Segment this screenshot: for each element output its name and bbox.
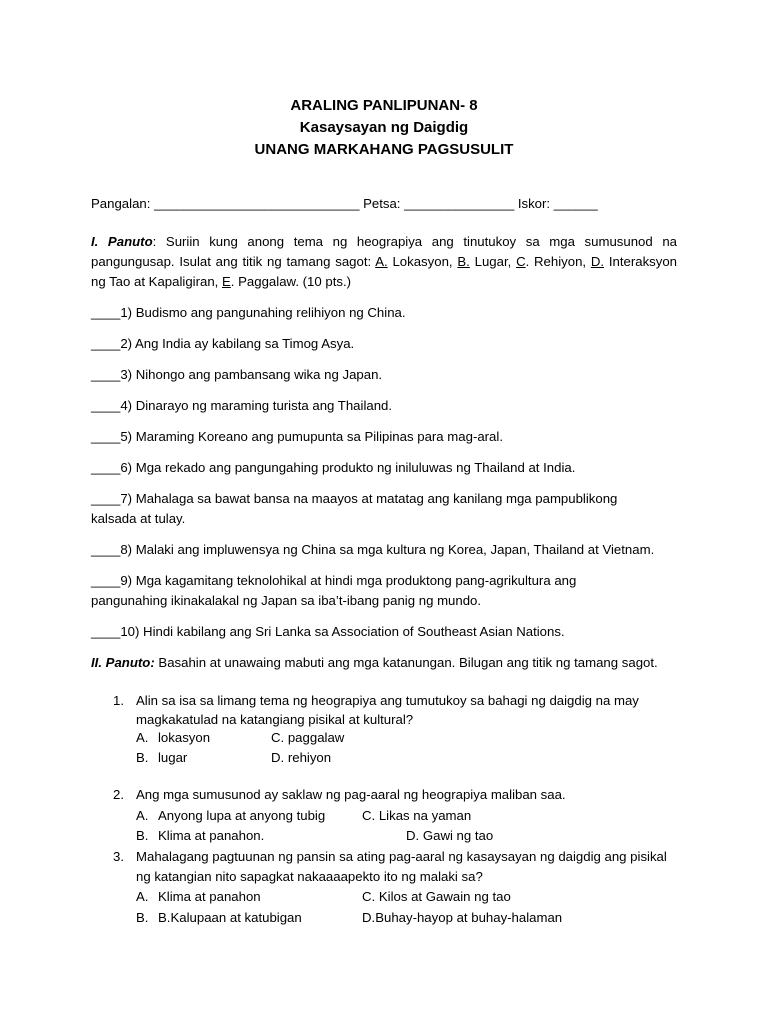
choice-b: B.Kalupaan at katubigan xyxy=(158,910,302,925)
score-label: Iskor: xyxy=(514,196,554,211)
exam-title: UNANG MARKAHANG PAGSUSULIT xyxy=(254,141,514,158)
choice-a: Klima at panahon xyxy=(158,889,261,904)
question-text: Mahalagang pagtuunan ng pansin sa ating pag-aaral ng kasaysayan ng daigdig ang pisikal xyxy=(136,849,667,864)
choice-b: Klima at panahon. xyxy=(158,828,265,843)
choice-letter: A. xyxy=(136,808,149,823)
choice-d: D. rehiyon xyxy=(271,750,332,765)
choice-letter: B. xyxy=(136,828,149,843)
question-number: 2. xyxy=(113,787,124,802)
date-blank: _______________ xyxy=(404,196,515,211)
part2-instructions: II. Panuto: Basahin at unawaing mabuti ang mga katanungan. Bilugan ang titik ng tamang sagot. xyxy=(91,655,658,670)
name-blank: ____________________________ xyxy=(154,196,360,211)
choice-a: Anyong lupa at anyong tubig xyxy=(158,808,326,823)
score-blank: ______ xyxy=(553,196,598,211)
part1-instructions xyxy=(91,232,677,292)
subject-title: ARALING PANLIPUNAN- 8 xyxy=(290,97,478,114)
part1-line2: pangungusap. Isulat ang titik ng tamang sagot: A. Lokasyon, B. Lugar, C. Rehiyon, D. Interaksyon xyxy=(91,254,678,269)
question-text: Alin sa isa sa limang tema ng heograpiya ang tumutukoy sa bahagi ng daigdig na may xyxy=(136,693,639,708)
choice-letter: B. xyxy=(136,910,149,925)
list-item: ____4) Dinarayo ng maraming turista ang Thailand. xyxy=(91,398,393,413)
question-number: 3. xyxy=(113,849,124,864)
choice-c: C. Likas na yaman xyxy=(362,808,472,823)
list-item: ____5) Maraming Koreano ang pumupunta sa Pilipinas para mag-aral. xyxy=(91,429,503,444)
part2-heading: II. Panuto: xyxy=(91,655,155,670)
choice-b: lugar xyxy=(158,750,188,765)
course-title: Kasaysayan ng Daigdig xyxy=(299,119,469,136)
info-line xyxy=(91,195,598,212)
choice-c: C. paggalaw xyxy=(271,730,345,745)
name-label: Pangalan: xyxy=(91,196,155,211)
list-item: ____8) Malaki ang impluwensya ng China sa mga kultura ng Korea, Japan, Thailand at Vietnam. xyxy=(91,542,655,557)
date-label: Petsa: xyxy=(359,196,405,211)
list-item: ____6) Mga rekado ang pangungahing produkto ng iniluluwas ng Thailand at India. xyxy=(91,460,576,475)
question-number: 1. xyxy=(113,693,124,708)
choice-letter: A. xyxy=(136,889,149,904)
choice-letter: A. xyxy=(136,730,149,745)
list-item: ____10) Hindi kabilang ang Sri Lanka sa Association of Southeast Asian Nations. xyxy=(91,624,565,639)
list-item: ____2) Ang India ay kabilang sa Timog Asya. xyxy=(91,336,355,351)
choice-d: D. Gawi ng tao xyxy=(406,828,494,843)
choice-c: C. Kilos at Gawain ng tao xyxy=(362,889,511,904)
list-item: ____7) Mahalaga sa bawat bansa na maayos at matatag ang kanilang mga pampublikong xyxy=(91,491,618,506)
choice-letter: B. xyxy=(136,750,149,765)
list-item-continued: kalsada at tulay. xyxy=(91,511,186,526)
list-item: ____3) Nihongo ang pambansang wika ng Japan. xyxy=(91,367,383,382)
list-item: ____1) Budismo ang pangunahing relihiyon ng China. xyxy=(91,305,406,320)
choice-a: lokasyon xyxy=(158,730,211,745)
list-item-continued: pangunahing ikinakalakal ng Japan sa iba’t-ibang panig ng mundo. xyxy=(91,593,482,608)
choice-d: D.Buhay-hayop at buhay-halaman xyxy=(362,910,563,925)
question-text-continued: ng katangian nito sapagkat nakaaaapekto ito ng malaki sa? xyxy=(136,869,483,884)
question-text-continued: magkakatulad na katangiang pisikal at kultural? xyxy=(136,712,414,727)
part1-heading: I. Panuto xyxy=(91,234,153,249)
list-item: ____9) Mga kagamitang teknolohikal at hindi mga produktong pang-agrikultura ang xyxy=(91,573,577,588)
question-text: Ang mga sumusunod ay saklaw ng pag-aaral ng heograpiya maliban saa. xyxy=(136,787,566,802)
part1-line1: I. Panuto: Suriin kung anong tema ng heograpiya ang tinutukoy sa mga sumusunod na xyxy=(91,234,677,249)
part1-line3: ng Tao at Kapaligiran, E. Paggalaw. (10 pts.) xyxy=(91,274,352,289)
